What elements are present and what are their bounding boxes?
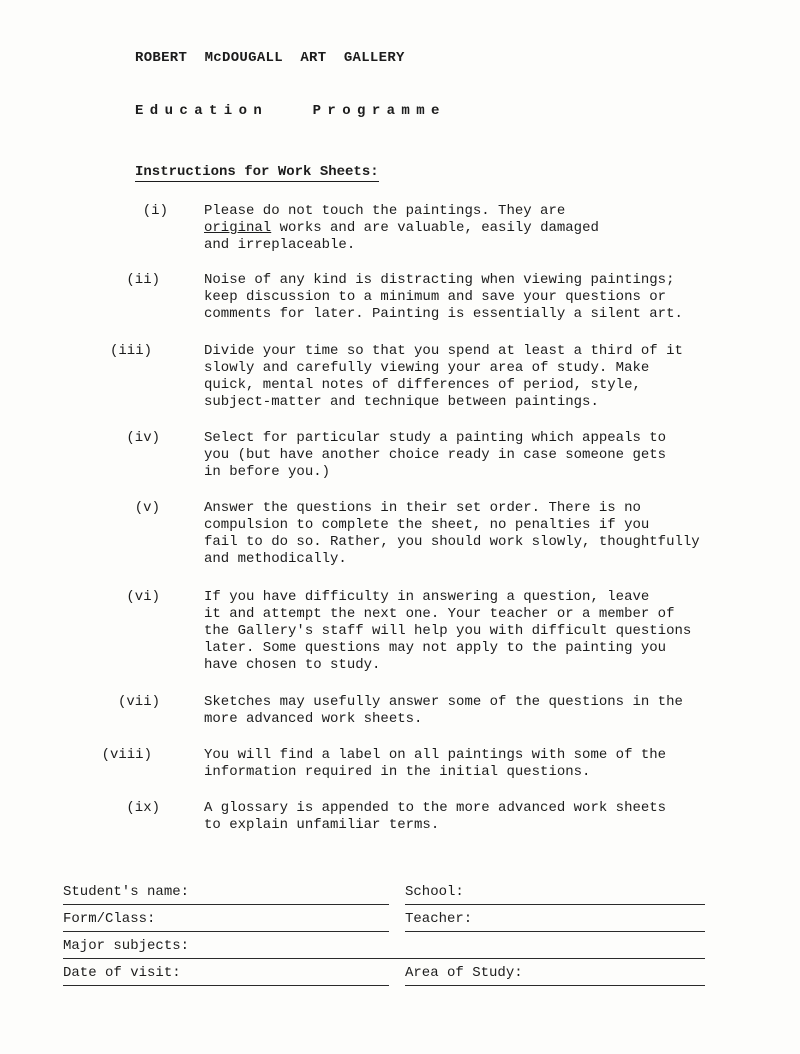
major-subjects-line[interactable]	[63, 958, 705, 959]
teacher-label: Teacher:	[405, 911, 473, 927]
item-number: (v)	[134, 500, 160, 516]
instruction-line: You will find a label on all paintings with some of the	[204, 747, 667, 763]
instruction-line: original works and are valuable, easily damaged	[204, 220, 599, 236]
teacher-line[interactable]	[405, 931, 705, 932]
item-number: (i)	[142, 203, 168, 219]
instruction-line: compulsion to complete the sheet, no penalties if you	[204, 517, 650, 533]
major-subjects-label: Major subjects:	[63, 938, 190, 954]
instruction-item	[204, 694, 744, 728]
student-name-line[interactable]	[63, 904, 389, 905]
instruction-line: If you have difficulty in answering a question, leave	[204, 589, 650, 605]
instructions-heading: Instructions for Work Sheets:	[135, 164, 379, 180]
instruction-line: you (but have another choice ready in case someone gets	[204, 447, 667, 463]
instruction-item	[204, 589, 744, 674]
instruction-item	[204, 272, 744, 323]
instruction-line: Divide your time so that you spend at least a third of it	[204, 343, 683, 359]
instruction-line: fail to do so. Rather, you should work slowly, thoughtfully	[204, 534, 700, 550]
area-of-study-line[interactable]	[405, 985, 705, 986]
item-number: (ii)	[126, 272, 160, 288]
item-number: (iv)	[126, 430, 160, 446]
instruction-item	[204, 500, 744, 568]
school-line[interactable]	[405, 904, 705, 905]
item-number: (viii)	[101, 747, 152, 763]
instruction-line: Please do not touch the paintings. They are	[204, 203, 566, 219]
instruction-line: it and attempt the next one. Your teacher or a member of	[204, 606, 675, 622]
instruction-item	[204, 430, 744, 481]
instruction-line: Sketches may usefully answer some of the questions in the	[204, 694, 683, 710]
instruction-line: A glossary is appended to the more advanced work sheets	[204, 800, 667, 816]
instruction-line: in before you.)	[204, 464, 331, 480]
school-label: School:	[405, 884, 464, 900]
instruction-line: more advanced work sheets.	[204, 711, 423, 727]
item-number: (vi)	[126, 589, 160, 605]
item-number: (iii)	[109, 343, 152, 359]
instruction-line: the Gallery's staff will help you with difficult questions	[204, 623, 692, 639]
gallery-name: ROBERT McDOUGALL ART GALLERY	[135, 50, 405, 66]
instruction-line: to explain unfamiliar terms.	[204, 817, 440, 833]
instruction-item	[204, 800, 744, 834]
instruction-line: Noise of any kind is distracting when viewing paintings;	[204, 272, 675, 288]
area-of-study-label: Area of Study:	[405, 965, 523, 981]
programme-title: Education Programme	[135, 103, 446, 119]
instruction-line: information required in the initial questions.	[204, 764, 591, 780]
form-class-label: Form/Class:	[63, 911, 156, 927]
date-of-visit-label: Date of visit:	[63, 965, 181, 981]
instruction-line: keep discussion to a minimum and save your questions or	[204, 289, 667, 305]
instruction-item	[204, 203, 744, 254]
instruction-line: have chosen to study.	[204, 657, 381, 673]
item-number: (ix)	[126, 800, 160, 816]
instruction-line: comments for later. Painting is essentially a silent art.	[204, 306, 683, 322]
item-number: (vii)	[117, 694, 160, 710]
date-of-visit-line[interactable]	[63, 985, 389, 986]
instruction-line: Select for particular study a painting which appeals to	[204, 430, 667, 446]
instruction-line: Answer the questions in their set order. There is no	[204, 500, 641, 516]
instruction-item	[204, 747, 744, 781]
instruction-line: later. Some questions may not apply to the painting you	[204, 640, 667, 656]
instruction-line: quick, mental notes of differences of period, style,	[204, 377, 641, 393]
instruction-item	[204, 343, 744, 411]
student-name-label: Student's name:	[63, 884, 190, 900]
instruction-line: slowly and carefully viewing your area of study. Make	[204, 360, 650, 376]
instruction-line: and methodically.	[204, 551, 347, 567]
instruction-line: subject-matter and technique between paintings.	[204, 394, 599, 410]
form-class-line[interactable]	[63, 931, 389, 932]
instruction-line: and irreplaceable.	[204, 237, 356, 253]
